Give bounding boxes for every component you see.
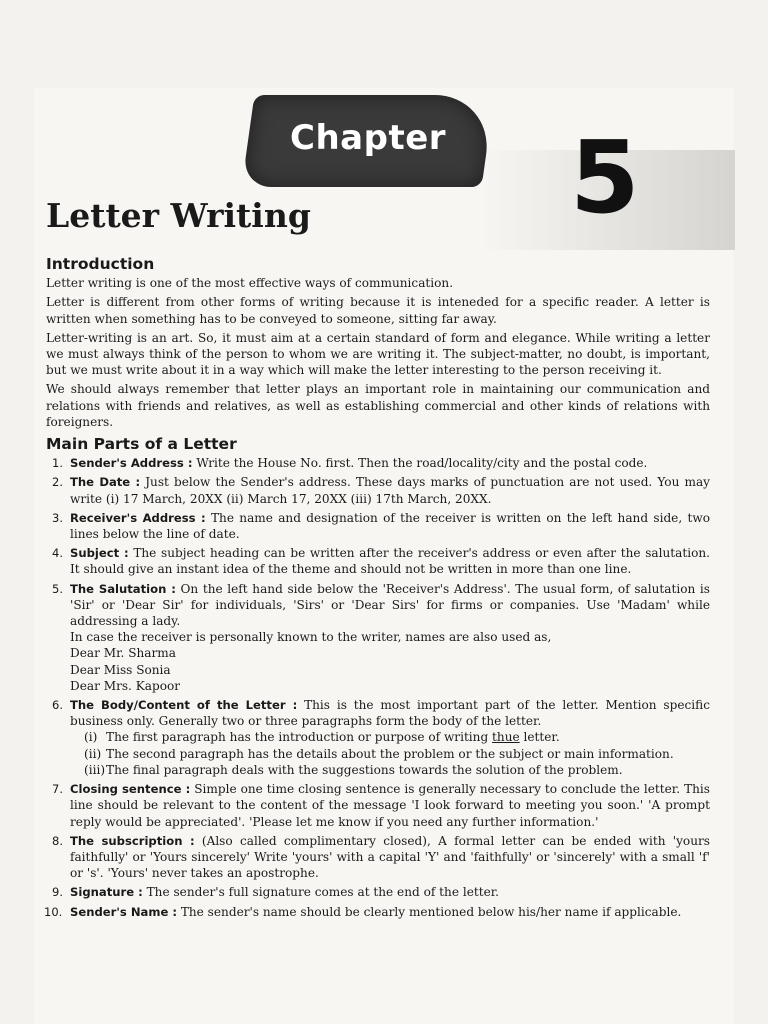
subpoint	[84, 762, 710, 778]
item-label: Sender's Name :	[70, 904, 177, 919]
item-label: Signature :	[70, 885, 143, 900]
list-item	[46, 697, 710, 778]
list-item	[46, 781, 710, 830]
intro-paragraph: Letter writing is one of the most effective ways of communication.	[46, 276, 454, 291]
item-text: The name and designation of the receiver is written on the left hand side, two lines below the line of date.	[70, 510, 710, 542]
item-label: Sender's Address :	[70, 456, 193, 471]
main-parts-heading: Main Parts of a Letter	[46, 435, 237, 454]
list-item	[46, 474, 710, 506]
subpoint-text: The first paragraph has the introduction or purpose of writing	[106, 730, 493, 745]
underlined-word: thue	[492, 730, 520, 745]
intro-paragraph: Letter is different from other forms of writing because it is inteneded for a specific reader. A letter is written when something has to be conveyed to someone, sitting far away.	[46, 295, 710, 326]
item-label: The subscription :	[70, 833, 195, 848]
item-label: The Date :	[70, 475, 141, 490]
greeting-example: Dear Mrs. Kapoor	[70, 678, 181, 693]
item-text: Simple one time closing sentence is generally necessary to conclude the letter. This line should be relevant to the content of the message 'I look forward to meeting you soon.' 'A prompt reply would be appreciated'. 'Please let me know if you need any further information.'	[70, 782, 711, 829]
item-text: This is the most important part of the letter. Mention specific business only. Generally two or three paragraphs form the body of the letter.	[70, 698, 711, 729]
list-item	[46, 884, 710, 900]
item-label: Receiver's Address :	[70, 510, 206, 525]
list-item	[46, 455, 710, 471]
chapter-label: Chapter	[290, 118, 447, 158]
subpoint-number: (i)	[84, 730, 98, 745]
item-label: The Salutation :	[70, 581, 176, 596]
list-item	[46, 581, 710, 694]
list-item	[46, 545, 710, 577]
greeting-example: Dear Mr. Sharma	[70, 646, 176, 661]
body-subpoints	[70, 729, 710, 778]
subpoint-text: The final paragraph deals with the suggestions towards the solution of the problem.	[106, 762, 623, 777]
main-parts-list	[46, 455, 710, 919]
item-text: On the left hand side below the 'Receiver's Address'. The usual form, of salutation is 'Sir' or 'Dear Sir' for individuals, 'Sirs' or 'Dear Sirs' for firms or companies. Use 'Madam' while addressing a lady.	[70, 581, 710, 629]
item-text: Just below the Sender's address. These days marks of punctuation are not used. You may write (i) 17 March, 20XX (ii) March 17, 20XX (iii) 17th March, 20XX.	[70, 475, 710, 506]
list-item	[46, 510, 710, 542]
subpoint	[84, 746, 710, 762]
intro-paragraph: We should always remember that letter plays an important role in maintaining our communication and relations with friends and relatives, as well as establishing commercial and other kinds of relations with foreigners.	[46, 382, 710, 429]
page-title: Letter Writing	[46, 196, 311, 235]
item-extra: In case the receiver is personally known to the writer, names are also used as,	[70, 630, 552, 645]
item-text: The sender's full signature comes at the end of the letter.	[142, 885, 500, 900]
subpoint-number: (ii)	[84, 746, 102, 761]
subpoint-number: (iii)	[84, 762, 106, 777]
item-label: The Body/Content of the Letter :	[70, 698, 298, 713]
item-text: The subject heading can be written after the receiver's address or even after the salutation. It should give an instant idea of the theme and should not be written in more than one line.	[70, 546, 710, 577]
item-text: Write the House No. first. Then the road/locality/city and the postal code.	[192, 456, 648, 471]
item-label: Subject :	[70, 546, 129, 561]
list-item	[46, 833, 710, 882]
subpoint	[84, 729, 710, 745]
introduction-heading: Introduction	[46, 255, 155, 273]
greeting-example: Dear Miss Sonia	[70, 662, 171, 677]
document-body	[46, 256, 710, 923]
subpoint-text-end: letter.	[519, 730, 560, 745]
item-label: Closing sentence :	[70, 782, 191, 797]
list-item	[46, 904, 710, 920]
intro-paragraph: Letter-writing is an art. So, it must aim at a certain standard of form and elegance. While writing a letter we must always think of the person to whom we are writing it. The subject-matter, no doubt, is important, but we must write about it in a way which will make the letter interesting to the person receiving it.	[46, 330, 710, 378]
subpoint-text: The second paragraph has the details about the problem or the subject or main information.	[106, 746, 674, 761]
item-text: The sender's name should be clearly mentioned below his/her name if applicable.	[176, 904, 682, 919]
chapter-number: 5	[570, 119, 640, 236]
item-text: (Also called complimentary closed), A formal letter can be ended with 'yours faithfully' or 'Yours sincerely' Write 'yours' with a capital 'Y' and 'faithfully' or 'sincerely' with a small 'f' or 's'. 'Yours' never takes an apostrophe.	[70, 833, 710, 881]
